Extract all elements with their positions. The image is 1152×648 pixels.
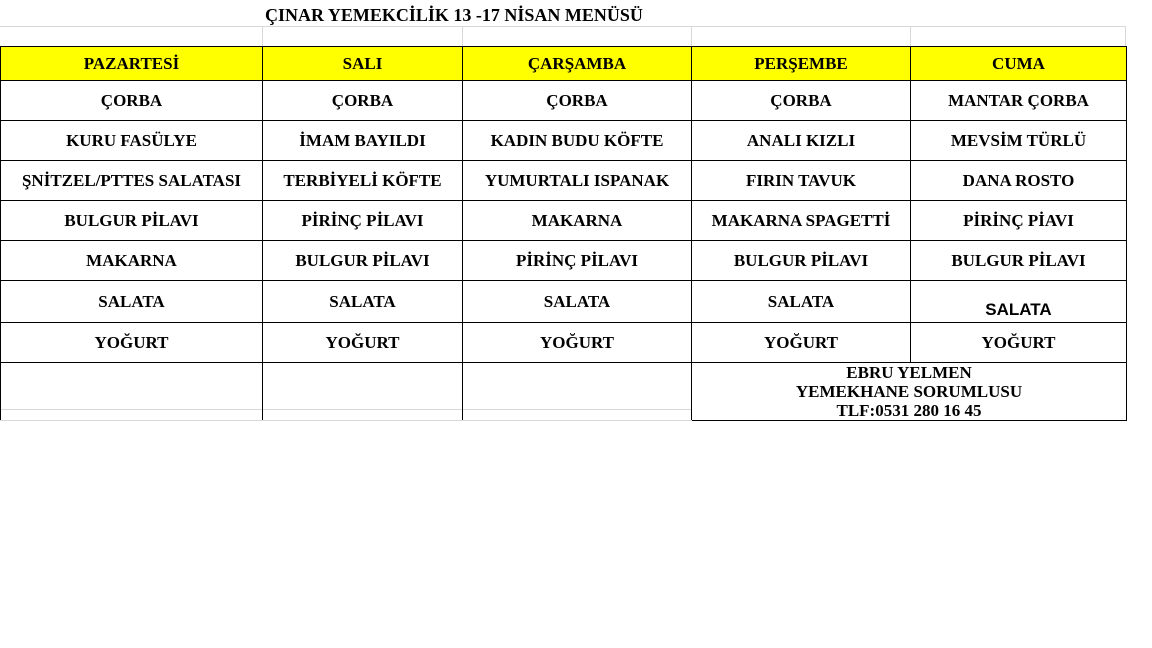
menu-cell[interactable]: MAKARNA — [1, 241, 263, 281]
menu-cell[interactable]: DANA ROSTO — [911, 161, 1127, 201]
menu-row — [1, 161, 1127, 201]
menu-cell[interactable]: ÇORBA — [463, 81, 692, 121]
menu-cell[interactable]: PİRİNÇ PİLAVI — [463, 241, 692, 281]
menu-cell[interactable]: KURU FASÜLYE — [1, 121, 263, 161]
menu-row — [1, 241, 1127, 281]
menu-cell[interactable]: BULGUR PİLAVI — [692, 241, 911, 281]
menu-cell[interactable]: KADIN BUDU KÖFTE — [463, 121, 692, 161]
menu-cell[interactable]: İMAM BAYILDI — [263, 121, 463, 161]
menu-cell[interactable]: ŞNİTZEL/PTTES SALATASI — [1, 161, 263, 201]
menu-cell[interactable]: YOĞURT — [1, 323, 263, 363]
menu-row — [1, 121, 1127, 161]
menu-cell[interactable]: YOĞURT — [463, 323, 692, 363]
empty-cell[interactable] — [263, 363, 463, 421]
menu-cell[interactable]: YOĞURT — [911, 323, 1127, 363]
gridline — [910, 26, 911, 46]
day-header-thursday[interactable]: PERŞEMBE — [692, 47, 911, 81]
menu-cell[interactable]: YOĞURT — [692, 323, 911, 363]
gridline — [463, 409, 691, 410]
menu-cell[interactable]: ÇORBA — [1, 81, 263, 121]
menu-row — [1, 201, 1127, 241]
day-header-friday[interactable]: CUMA — [911, 47, 1127, 81]
gridline — [1125, 26, 1126, 46]
day-header-row — [1, 47, 1127, 81]
gridline — [462, 26, 463, 46]
menu-cell[interactable]: BULGUR PİLAVI — [1, 201, 263, 241]
empty-cell[interactable] — [1, 363, 263, 421]
menu-cell[interactable]: SALATA — [463, 281, 692, 323]
day-header-tuesday[interactable]: SALI — [263, 47, 463, 81]
menu-cell[interactable]: ÇORBA — [692, 81, 911, 121]
page-title: ÇINAR YEMEKCİLİK 13 -17 NİSAN MENÜSÜ — [265, 5, 643, 25]
menu-cell[interactable]: PİRİNÇ PİAVI — [911, 201, 1127, 241]
gridline — [263, 409, 462, 410]
menu-cell[interactable]: MAKARNA SPAGETTİ — [692, 201, 911, 241]
menu-cell[interactable]: SALATA — [911, 281, 1127, 323]
signature-role: YEMEKHANE SORUMLUSU — [795, 382, 1023, 401]
gridline — [691, 26, 692, 46]
menu-cell[interactable]: SALATA — [692, 281, 911, 323]
signature-block[interactable] — [692, 363, 1127, 421]
menu-cell[interactable]: YUMURTALI ISPANAK — [463, 161, 692, 201]
menu-cell[interactable]: PİRİNÇ PİLAVI — [263, 201, 463, 241]
gridline — [0, 26, 1126, 27]
menu-cell[interactable]: TERBİYELİ KÖFTE — [263, 161, 463, 201]
day-header-monday[interactable]: PAZARTESİ — [1, 47, 263, 81]
menu-cell[interactable]: BULGUR PİLAVI — [263, 241, 463, 281]
signature-name: EBRU YELMEN — [846, 363, 972, 382]
menu-cell[interactable]: MAKARNA — [463, 201, 692, 241]
menu-table — [0, 46, 1127, 421]
menu-cell[interactable]: SALATA — [1, 281, 263, 323]
menu-cell[interactable]: ANALI KIZLI — [692, 121, 911, 161]
menu-cell[interactable]: MEVSİM TÜRLÜ — [911, 121, 1127, 161]
menu-cell[interactable]: BULGUR PİLAVI — [911, 241, 1127, 281]
day-header-wednesday[interactable]: ÇARŞAMBA — [463, 47, 692, 81]
menu-cell[interactable]: YOĞURT — [263, 323, 463, 363]
gridline — [1, 409, 262, 410]
gridline — [262, 26, 263, 46]
menu-cell[interactable]: SALATA — [263, 281, 463, 323]
signature-row — [1, 363, 1127, 421]
menu-cell[interactable]: FIRIN TAVUK — [692, 161, 911, 201]
empty-cell[interactable] — [463, 363, 692, 421]
signature-phone: TLF:0531 280 16 45 — [836, 401, 982, 420]
menu-row — [1, 81, 1127, 121]
menu-row — [1, 323, 1127, 363]
menu-cell[interactable]: ÇORBA — [263, 81, 463, 121]
menu-cell[interactable]: MANTAR ÇORBA — [911, 81, 1127, 121]
menu-row — [1, 281, 1127, 323]
